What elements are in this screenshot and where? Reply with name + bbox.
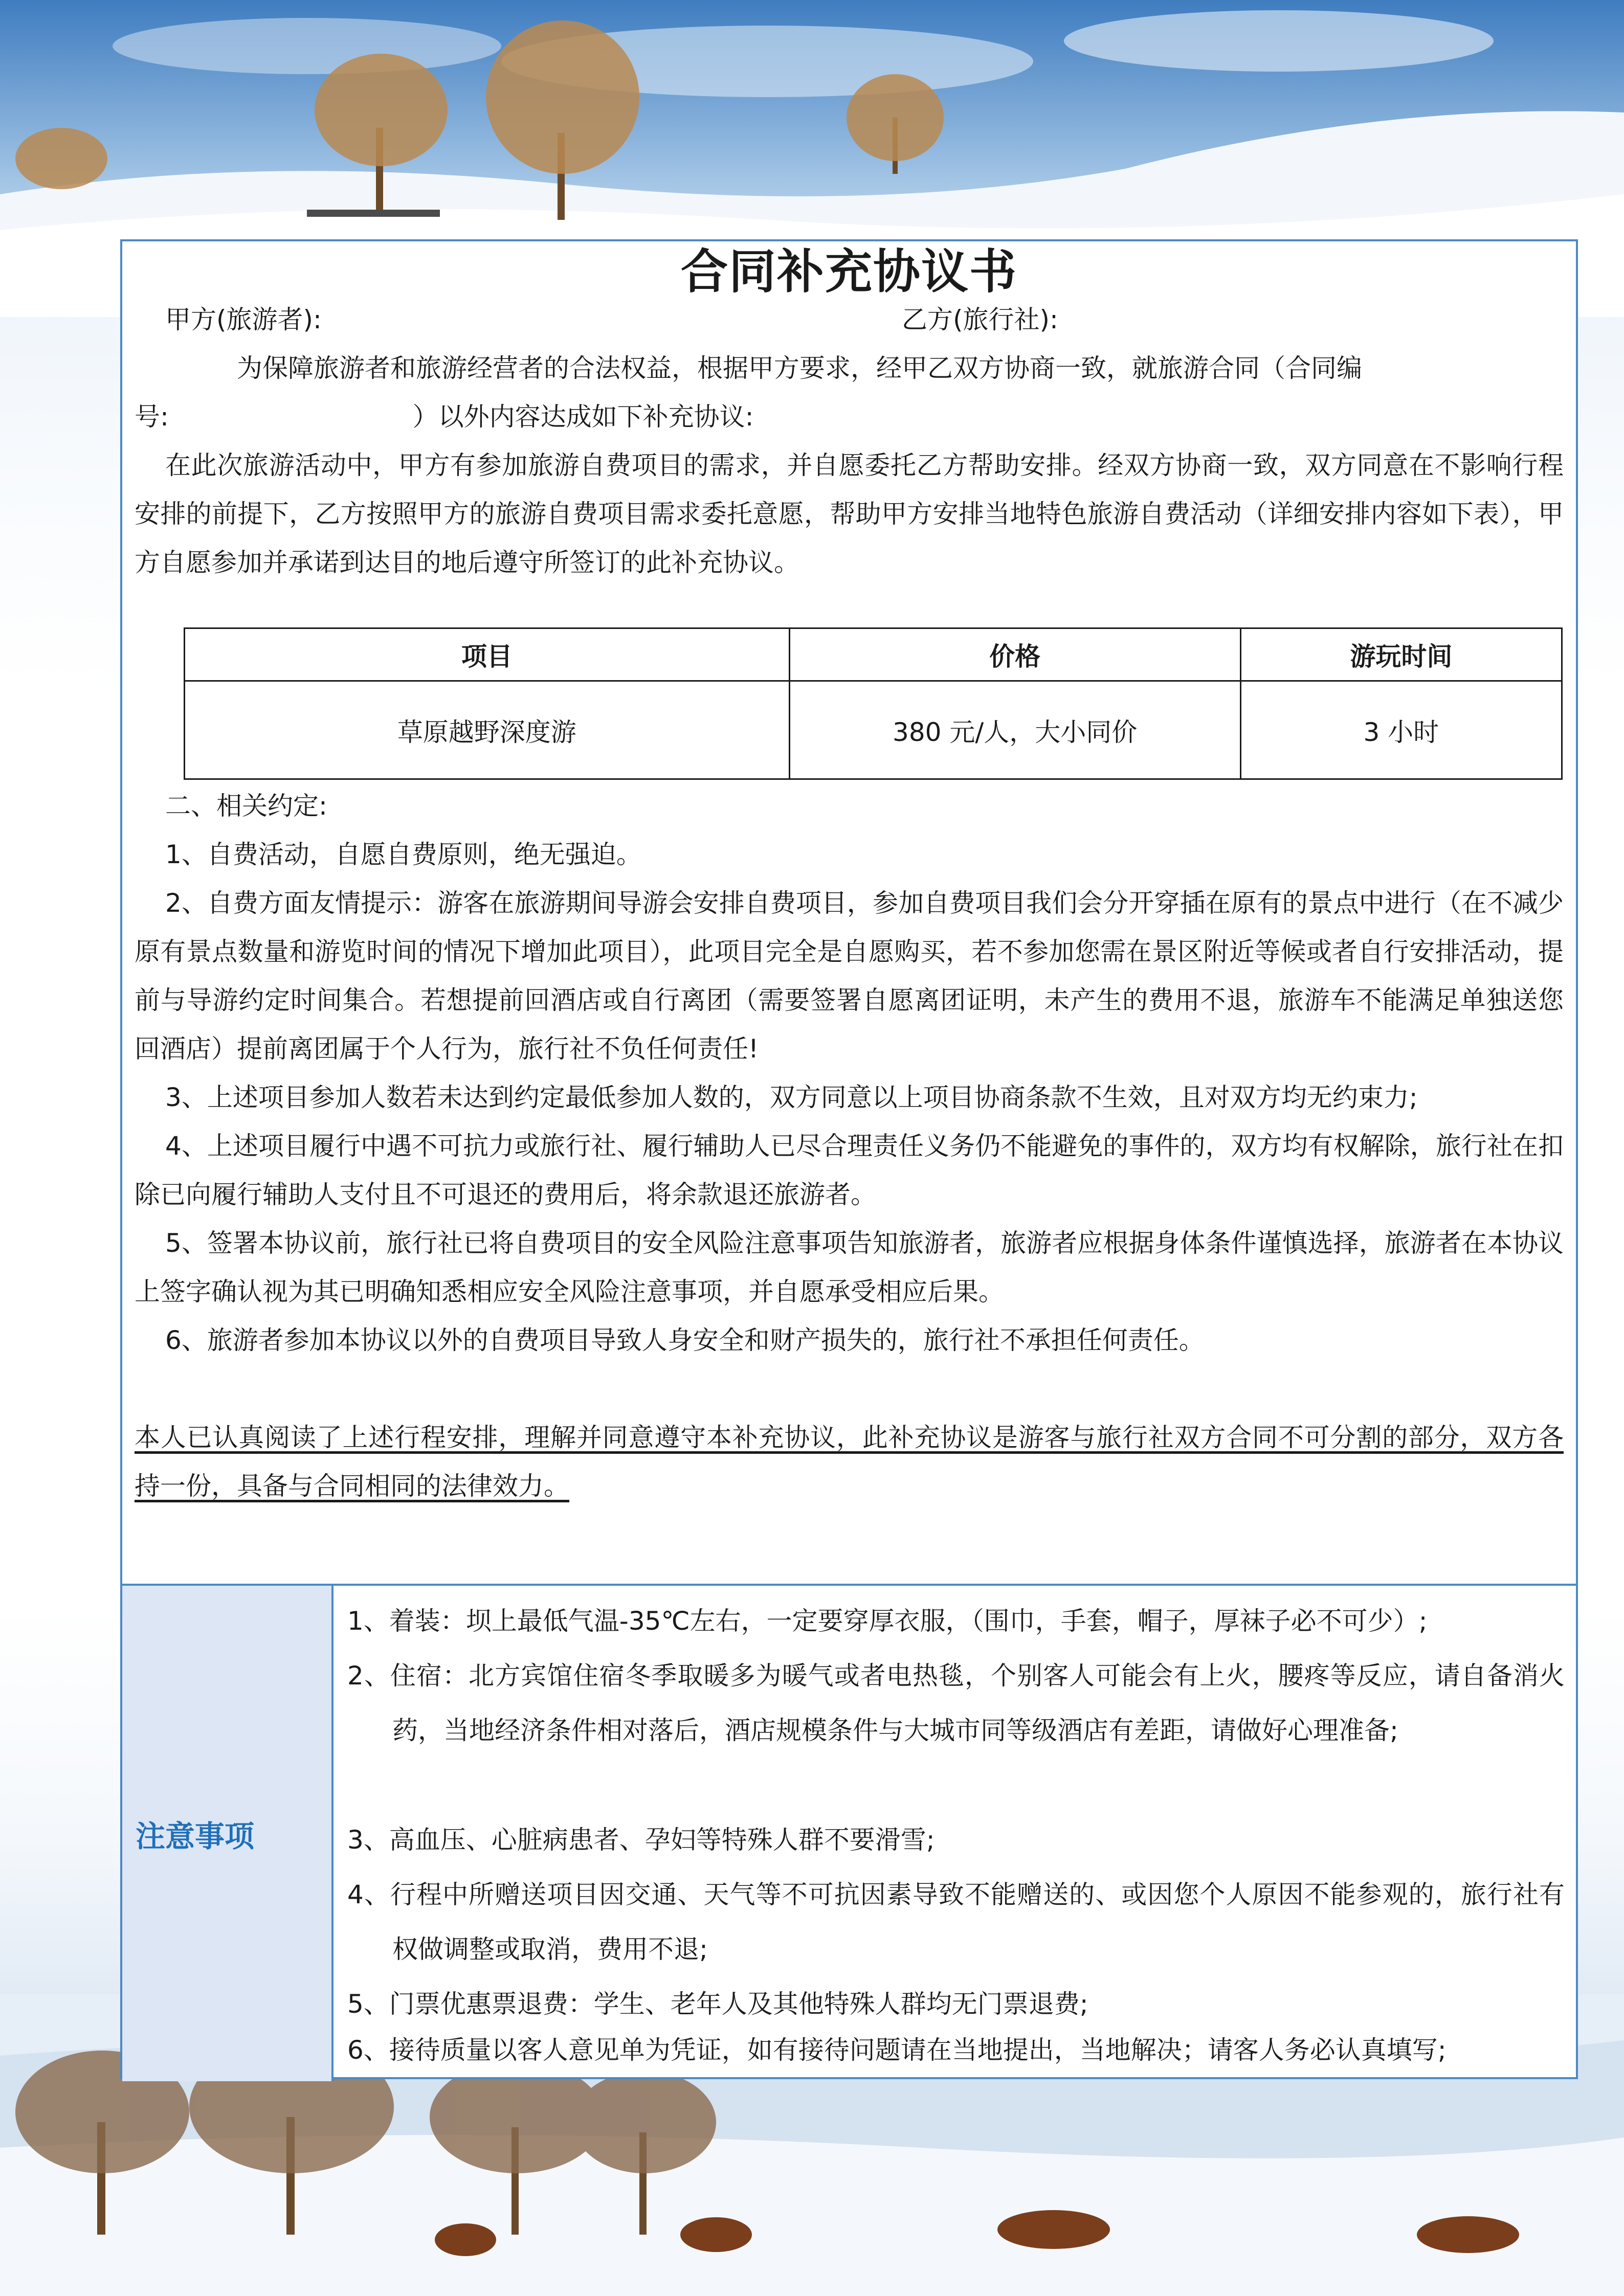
term-3: 3、上述项目参加人数若未达到约定最低参加人数的，双方同意以上项目协商条款不生效，且对双方均无约束力; bbox=[165, 1083, 1418, 1112]
party-b-label: 乙方(旅行社): bbox=[902, 305, 1058, 334]
contract-frame bbox=[120, 239, 1578, 2079]
cell-price: 380 元/人，大小同价 bbox=[789, 681, 1240, 779]
cell-duration: 3 小时 bbox=[1240, 681, 1562, 779]
term-1: 1、自费活动，自愿自费原则，绝无强迫。 bbox=[165, 840, 642, 869]
term-6: 6、旅游者参加本协议以外的自费项目导致人身安全和财产损失的，旅行社不承担任何责任。 bbox=[165, 1325, 1205, 1355]
table-header-row bbox=[185, 628, 1562, 681]
cell-item: 草原越野深度游 bbox=[185, 681, 790, 779]
intro-line-2: 号: ）以外内容达成如下补充协议: bbox=[135, 402, 754, 432]
notes-section bbox=[122, 1584, 1576, 2081]
note-item-4: 4、行程中所赠送项目因交通、天气等不可抗因素导致不能赠送的、或因您个人原因不能参观的，旅行社有权做调整或取消，费用不退; bbox=[347, 1880, 1565, 1964]
terms-heading: 二、相关约定: bbox=[165, 791, 327, 821]
table-row bbox=[185, 681, 1562, 779]
note-item-3: 3、高血压、心脏病患者、孕妇等特殊人群不要滑雪; bbox=[347, 1825, 935, 1855]
party-a-label: 甲方(旅游者): bbox=[165, 305, 322, 334]
term-5: 5、签署本协议前，旅行社已将自费项目的安全风险注意事项告知旅游者，旅游者应根据身体条件谨慎选择，旅游者在本协议上签字确认视为其已明确知悉相应安全风险注意事项，并自愿承受相应后果。 bbox=[135, 1228, 1564, 1307]
note-item-6: 6、接待质量以客人意见单为凭证，如有接待问题请在当地提出，当地解决；请客人务必认真填写; bbox=[347, 2035, 1447, 2065]
document-title: 合同补充协议书 bbox=[680, 244, 1017, 299]
note-item-1: 1、着装：坝上最低气温-35℃左右，一定要穿厚衣服，（围巾，手套，帽子，厚袜子必不可少）; bbox=[347, 1606, 1428, 1636]
term-4: 4、上述项目履行中遇不可抗力或旅行社、履行辅助人已尽合理责任义务仍不能避免的事件的，双方均有权解除，旅行社在扣除已向履行辅助人支付且不可退还的费用后，将余款退还旅游者。 bbox=[135, 1131, 1564, 1209]
intro-line-1: 为保障旅游者和旅游经营者的合法权益，根据甲方要求，经甲乙双方协商一致，就旅游合同（合同编 bbox=[237, 353, 1362, 383]
intro-paragraph: 在此次旅游活动中，甲方有参加旅游自费项目的需求，并自愿委托乙方帮助安排。经双方协商一致，双方同意在不影响行程安排的前提下，乙方按照甲方的旅游自费项目需求委托意愿，帮助甲方安排当地特色旅游自费活动（详细安排内容如下表），甲方自愿参加并承诺到达目的地后遵守所签订的此补充协议。 bbox=[135, 451, 1564, 577]
column-header-price: 价格 bbox=[789, 628, 1240, 681]
column-header-duration: 游玩时间 bbox=[1240, 628, 1562, 681]
declaration-statement: 本人已认真阅读了上述行程安排，理解并同意遵守本补充协议，此补充协议是游客与旅行社双方合同不可分割的部分，双方各持一份，具备与合同相同的法律效力。 bbox=[135, 1423, 1564, 1501]
note-item-2: 2、住宿：北方宾馆住宿冬季取暖多为暖气或者电热毯，个别客人可能会有上火，腰疼等反应，请自备消火药，当地经济条件相对落后，酒店规模条件与大城市同等级酒店有差距，请做好心理准备; bbox=[347, 1661, 1565, 1745]
notes-heading: 注意事项 bbox=[122, 1586, 333, 2081]
term-2: 2、自费方面友情提示：游客在旅游期间导游会安排自费项目，参加自费项目我们会分开穿插在原有的景点中进行（在不减少原有景点数量和游览时间的情况下增加此项目），此项目完全是自愿购买，若不参加您需在景区附近等候或者自行安排活动，提前与导游约定时间集合。若想提前回酒店或自行离团（需要签署自愿离团证明，未产生的费用不退，旅游车不能满足单独送您回酒店）提前离团属于个人行为，旅行社不负任何责任! bbox=[135, 888, 1564, 1064]
column-header-item: 项目 bbox=[185, 628, 790, 681]
note-item-5: 5、门票优惠票退费：学生、老年人及其他特殊人群均无门票退费; bbox=[347, 1989, 1088, 2019]
self-paid-items-table bbox=[184, 627, 1563, 780]
